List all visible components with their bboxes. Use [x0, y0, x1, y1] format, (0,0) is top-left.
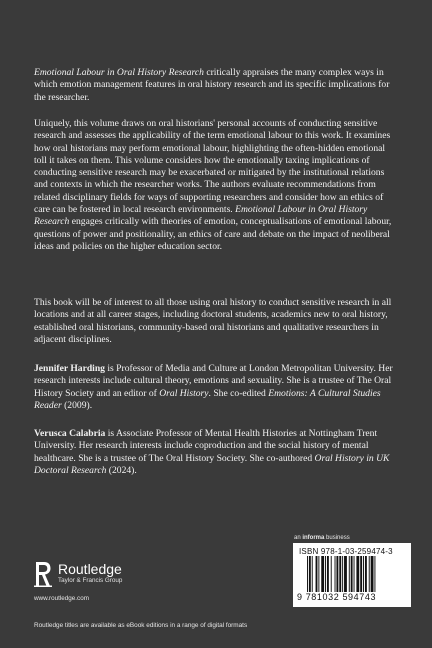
barcode-bar [321, 556, 324, 592]
book-title-italic: Emotions: A Cultural Studies Reader [34, 387, 381, 411]
bio-text: is Professor of Media and Culture at London Metropolitan University. Her research interests include cultural theory, emotions and sexuality. She is a trustee of The Oral History Society and an editor of [34, 363, 393, 399]
barcode-bar [349, 556, 350, 592]
barcode-bar [325, 556, 326, 592]
barcode-bars [307, 556, 407, 592]
barcode-bar [309, 556, 311, 592]
barcode-bar [344, 556, 347, 592]
barcode-bar [307, 556, 308, 592]
bio-text: is Associate Professor of Mental Health Histories at Nottingham Trent University. Her research interests include coproduction and the social history of mental healthcare. She is a trustee of The Oral History Society. She co-authored [34, 428, 378, 464]
bio-text: (2009). [61, 399, 93, 411]
informa-pre: an [294, 535, 303, 541]
barcode-bar [374, 556, 375, 592]
barcode-bar [371, 556, 374, 592]
author-name: Jennifer Harding [34, 363, 105, 374]
barcode-bar [342, 556, 343, 592]
barcode-bar [363, 556, 364, 592]
author-bio-1 [34, 363, 400, 412]
barcode-bar [351, 556, 353, 592]
book-title-italic: Emotional Labour in Oral History Research [34, 204, 368, 228]
barcode-bar [339, 556, 341, 592]
informa-post: business [324, 535, 350, 541]
ebook-note: Routledge titles are available as eBook editions in a range of digital formats [34, 622, 248, 629]
author-name: Verusca Calabria [34, 428, 106, 439]
book-title-italic: Emotional Labour in Oral History Research [34, 67, 204, 78]
publisher-name: Routledge [58, 561, 122, 577]
publisher-group: Taylor & Francis Group [58, 577, 123, 584]
description-paragraph-2 [34, 118, 400, 253]
journal-title: Oral History [159, 387, 209, 399]
author-bio-2 [34, 428, 400, 477]
routledge-r-icon [34, 561, 52, 587]
barcode-bar [369, 556, 370, 592]
barcode-bar [336, 556, 338, 592]
description-paragraph-3 [34, 297, 400, 346]
description-paragraph-1 [34, 67, 400, 104]
barcode-digits: 9 781032 594743 [297, 592, 377, 602]
barcode-bar [360, 556, 362, 592]
paragraph-text: engages critically with theories of emotion, conceptualisations of emotional labour, questions of power and positionality, an ethics of care and debate on the impact of neoliberal ideas and policies on the higher education sector. [34, 216, 392, 252]
barcode-bar [331, 556, 332, 592]
bio-text: (2024). [106, 464, 137, 476]
isbn-number: ISBN 978-1-03-259474-3 [299, 547, 393, 556]
informa-brand: informa [302, 535, 325, 541]
paragraph-text: This book will be of interest to all those using oral history to conduct sensitive research in all locations and at all career stages, including doctoral students, academics new to oral history, established oral historians, community-based oral historians and qualitative researchers in adjacent disciplines. [34, 297, 392, 345]
barcode-bar [356, 556, 359, 592]
barcode-bar [327, 556, 329, 592]
book-title-italic: Oral History in UK Doctoral Research [34, 452, 390, 476]
isbn-barcode [293, 543, 411, 607]
barcode-bar [316, 556, 318, 592]
barcode-bar [354, 556, 355, 592]
informa-business-tag [294, 535, 350, 541]
bio-text: . She co-edited [208, 387, 269, 399]
publisher-website: www.routledge.com [34, 595, 89, 602]
paragraph-text: critically appraises the many complex ways in which emotion management features in oral history research and its specific implications for the researcher. [34, 67, 390, 103]
barcode-bar [365, 556, 367, 592]
paragraph-text: Uniquely, this volume draws on oral historians' personal accounts of conducting sensitive research and assesses the applicability of the term emotional labour to this work. It examines how oral historians may perform emotional labour, highlighting the often-hidden emotional toll it takes on them. This volume considers how the emotionally taxing implications of conducting sensitive research may be exacerbated or mitigated by the institutional relations and contexts in which the researcher works. The authors evaluate recommendations from related disciplinary fields for ways of supporting researchers and consider how an ethics of care can be fostered in local research environments. [34, 118, 391, 216]
barcode-bar [318, 556, 319, 592]
barcode-bar [335, 556, 336, 592]
barcode-bar [312, 556, 313, 592]
